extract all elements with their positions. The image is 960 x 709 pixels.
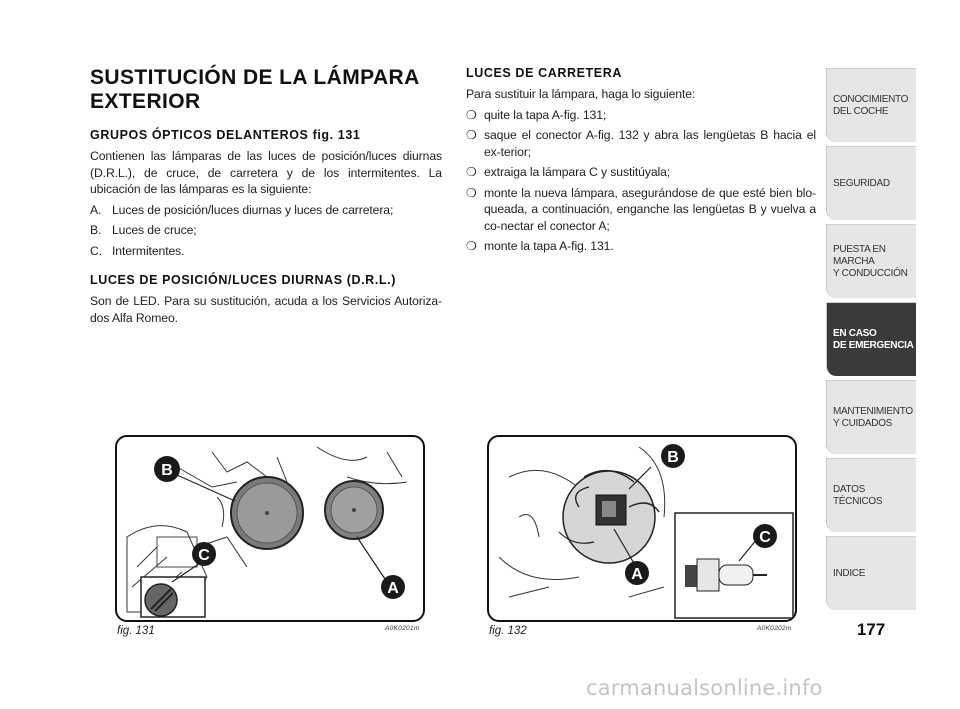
bullet-icon: ❍ [466, 239, 477, 253]
section-text-front-optics: Contienen las lámparas de las luces de posición/luces diurnas (D.R.L.), de cruce, de carretera y de los intermitentes. La ubicación de las lámparas es la siguiente: [90, 149, 442, 196]
tab-conocimiento-del-coche[interactable]: CONOCIMIENTO DEL COCHE [826, 68, 916, 142]
bullet-icon: ❍ [466, 185, 477, 200]
list-item: ❍ saque el conector A-fig. 132 y abra las lengüetas B hacia el ex-terior; [466, 128, 816, 159]
section-heading-front-optics: GRUPOS ÓPTICOS DELANTEROS fig. 131 [90, 128, 361, 142]
tab-mantenimiento[interactable]: MANTENIMIENTO Y CUIDADOS [826, 380, 916, 454]
left-column [90, 66, 442, 326]
label-c: C [759, 529, 771, 546]
list-item: ❍ monte la nueva lámpara, asegurándose de que esté bien blo-queada, a continuación, enganche las lengüetas B y vuelva a co-nectar el conector A; [466, 185, 816, 233]
list-item: A. Luces de posición/luces diurnas y luces de carretera; [90, 202, 394, 217]
list-item: ❍ extraiga la lámpara C y sustitúyala; [466, 165, 671, 179]
list-item: ❍ quite la tapa A-fig. 131; [466, 107, 607, 122]
bullet-icon: ❍ [466, 165, 477, 179]
figure-caption-132: fig. 132 [489, 625, 527, 637]
tab-puesta-en-marcha[interactable]: PUESTA EN MARCHA Y CONDUCCIÓN [826, 224, 916, 298]
label-a: A [631, 566, 643, 583]
right-column [466, 66, 816, 259]
list-item: B. Luces de cruce; [90, 223, 197, 237]
tab-indice[interactable]: INDICE [826, 536, 916, 610]
section-text-drl: Son de LED. Para su sustitución, acuda a los Servicios Autoriza-dos Alfa Romeo. [90, 294, 442, 325]
tab-en-caso-de-emergencia[interactable]: EN CASO DE EMERGENCIA [826, 302, 916, 376]
section-heading-drl: LUCES DE POSICIÓN/LUCES DIURNAS (D.R.L.) [90, 273, 396, 287]
tab-seguridad[interactable]: SEGURIDAD [826, 146, 916, 220]
figure-131 [115, 435, 425, 622]
label-b: B [161, 462, 173, 479]
chapter-sidebar [826, 68, 916, 614]
bullet-icon: ❍ [466, 128, 477, 142]
lamp-location-list [90, 202, 442, 260]
label-c: C [198, 547, 210, 564]
label-b: B [667, 449, 679, 466]
label-a: A [387, 580, 399, 597]
procedure-steps [466, 107, 816, 255]
bullet-icon: ❍ [466, 107, 477, 122]
list-item: ❍ monte la tapa A-fig. 131. [466, 239, 614, 253]
bulb-illustration [489, 437, 795, 620]
figure-132 [487, 435, 797, 622]
page-title: SUSTITUCIÓN DE LA LÁMPARA EXTERIOR [90, 66, 419, 113]
headlight-illustration [117, 437, 423, 620]
procedure-intro: Para sustituir la lámpara, haga lo siguiente: [466, 87, 696, 101]
page-number: 177 [856, 620, 886, 639]
watermark: carmanualsonline.info [586, 676, 823, 700]
section-heading-high-beam: LUCES DE CARRETERA [466, 66, 622, 80]
tab-datos-tecnicos[interactable]: DATOS TÉCNICOS [826, 458, 916, 532]
list-item: C. Intermitentes. [90, 243, 185, 258]
figure-caption-131: fig. 131 [117, 625, 155, 637]
figure-code-131: A0K0201m [385, 625, 420, 632]
figure-code-132: A0K0202m [757, 625, 792, 632]
